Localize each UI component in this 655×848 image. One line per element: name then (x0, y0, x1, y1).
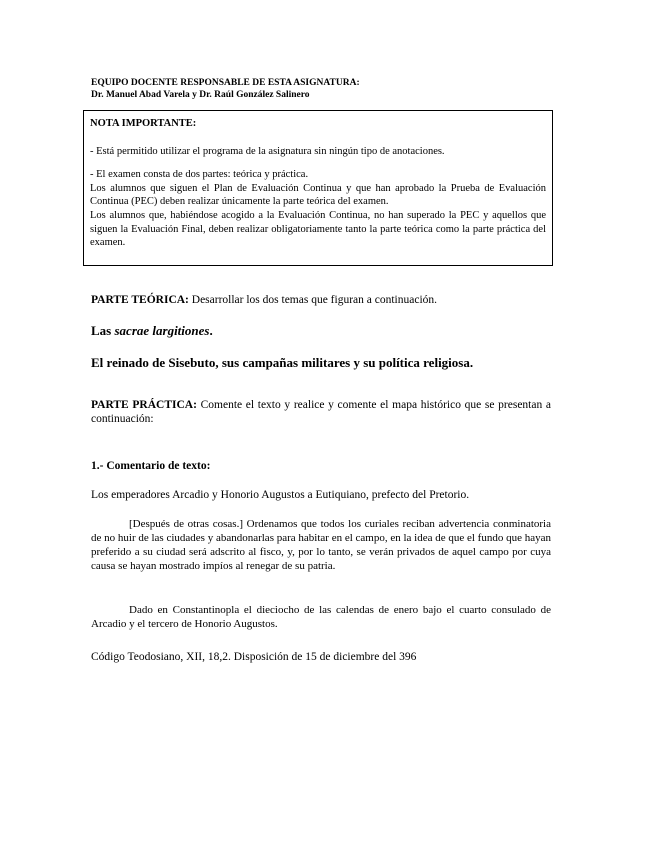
topic-1-suffix: . (209, 323, 213, 338)
faculty-names: Dr. Manuel Abad Varela y Dr. Raúl González Salinero (91, 90, 310, 100)
topic-1-italic: sacrae largitiones (114, 323, 210, 338)
commentary-source: Código Teodosiano, XII, 18,2. Disposición de 15 de diciembre del 396 (91, 651, 417, 663)
theory-label: PARTE TEÓRICA: (91, 294, 189, 306)
theory-topic-1 (91, 323, 213, 339)
notice-bullet-materials: - Está permitido utilizar el programa de la asignatura sin ningún tipo de anotaciones. (90, 145, 445, 157)
practice-text: Comente el texto y realice y comente el mapa histórico que se presentan a continuación: (91, 399, 552, 425)
commentary-intro: Los emperadores Arcadio y Honorio Augustos a Eutiquiano, prefecto del Pretorio. (91, 489, 470, 501)
notice-paragraph-pec: Los alumnos que siguen el Plan de Evaluación Continua y que han aprobado la Prueba de Evaluación Continua (PEC) deben realizar únicamente la parte teórica del examen. (90, 182, 546, 208)
theory-topic-2: El reinado de Sisebuto, sus campañas militares y su política religiosa. (91, 355, 474, 370)
faculty-header (91, 77, 360, 101)
commentary-date: Dado en Constantinopla el dieciocho de las calendas de enero bajo el cuarto consulado de Arcadio y el tercero de Honorio Augustos. (91, 604, 551, 630)
topic-1-prefix: Las (91, 323, 115, 338)
practice-instructions (91, 398, 551, 426)
theory-text: Desarrollar los dos temas que figuran a continuación. (191, 294, 438, 306)
notice-bullet-exam-parts: - El examen consta de dos partes: teórica y práctica. (90, 169, 309, 181)
notice-title: NOTA IMPORTANTE: (90, 118, 197, 129)
faculty-header-title: EQUIPO DOCENTE RESPONSABLE DE ESTA ASIGNATURA: (91, 78, 360, 88)
commentary-body: [Después de otras cosas.] Ordenamos que todos los curiales reciban advertencia conminatoria de no huir de las ciudades y abandonarlas para habitar en el campo, en la idea de que el fundo que hayan preferido a su ciudad será adscrito al fisco, y, por lo tanto, se verán privados de aquel campo por cuya causa se hayan mostrado impíos al renegar de su patria. (91, 518, 551, 572)
theory-instructions (91, 293, 551, 308)
text-commentary-heading: 1.- Comentario de texto: (91, 460, 211, 472)
important-notice-box (83, 110, 553, 266)
notice-paragraph-final: Los alumnos que, habiéndose acogido a la Evaluación Continua, no han superado la PEC y aquellos que siguen la Evaluación Final, deben realizar obligatoriamente tanto la parte teórica como la parte práctica del examen. (90, 209, 546, 249)
practice-label: PARTE PRÁCTICA: (91, 399, 197, 411)
